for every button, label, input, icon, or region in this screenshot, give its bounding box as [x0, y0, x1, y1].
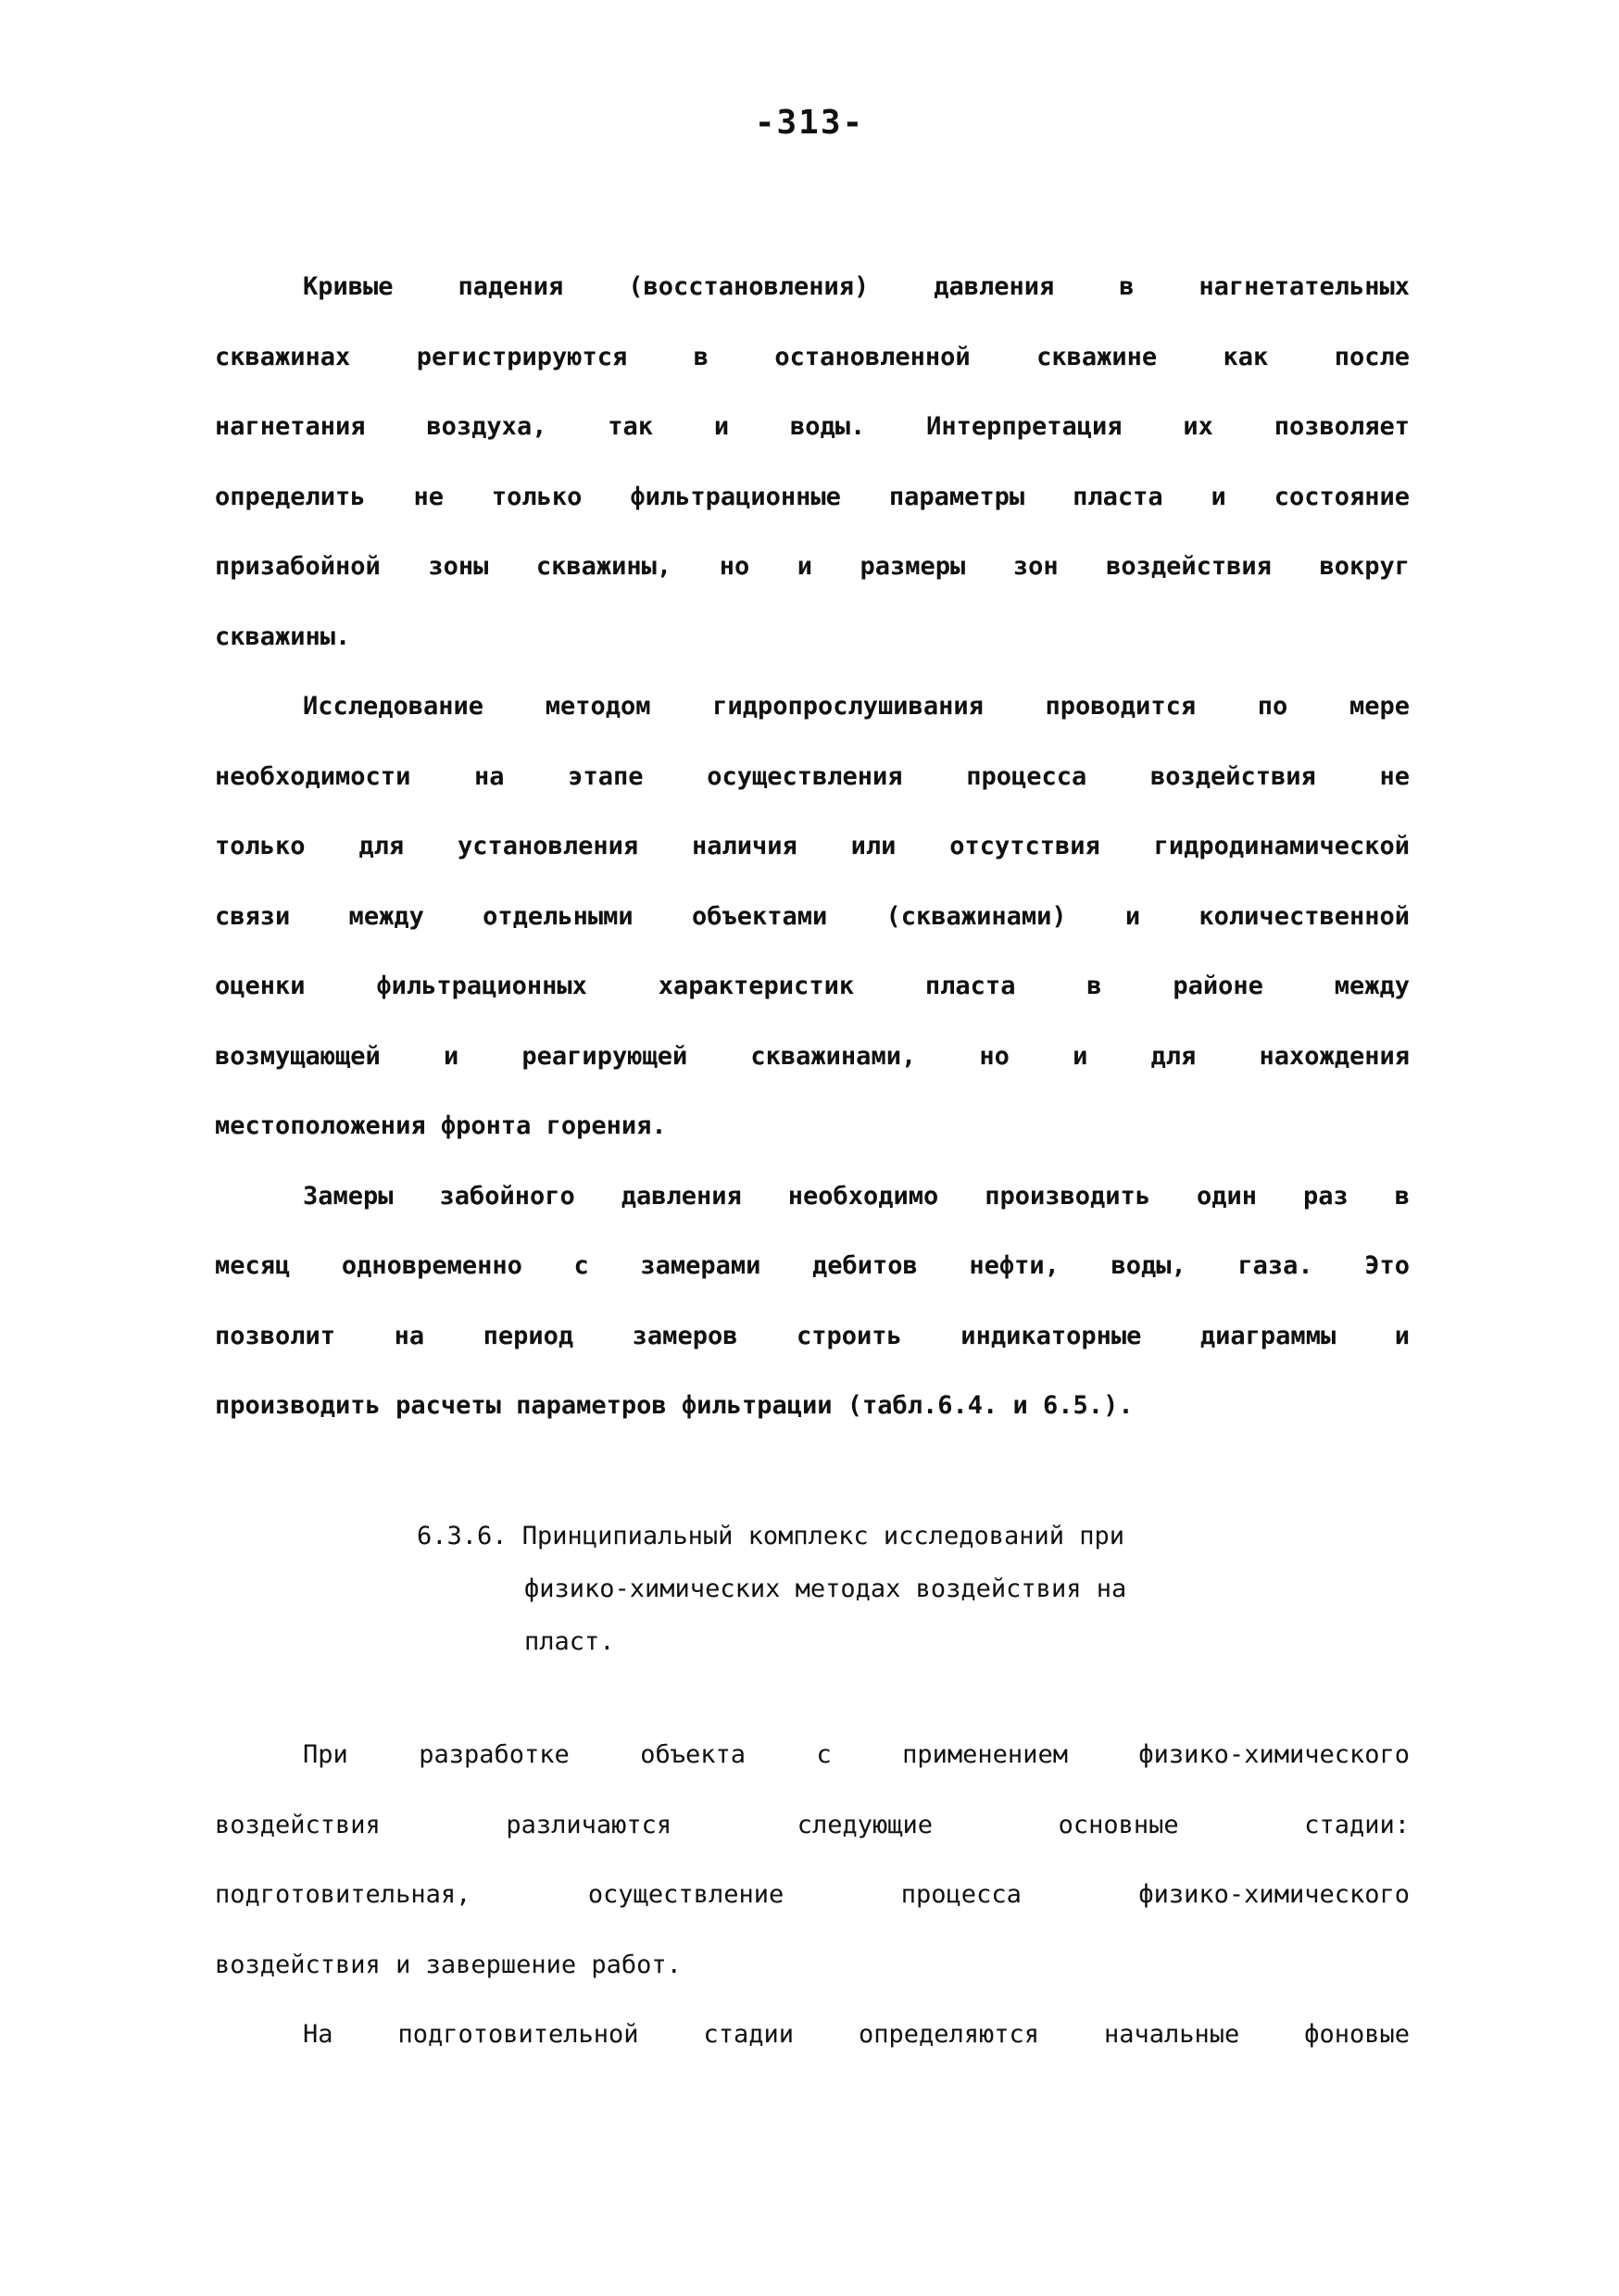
text-line: Замеры забойного давления необходимо производить один раз в: [303, 1181, 1410, 1211]
paragraph-stages: [215, 1720, 1410, 2000]
text-line: определить не только фильтрационные параметры пласта и состояние: [215, 482, 1410, 511]
section-heading: [417, 1510, 1250, 1668]
text-line: Кривые падения (восстановления) давления в нагнетательных: [303, 272, 1410, 301]
text-line: воздействия различаются следующие основные стадии:: [215, 1810, 1410, 1839]
paragraph-bottomhole-pressure: [215, 1161, 1410, 1441]
body-text-lower: [215, 1720, 1410, 2070]
text-line: скважинах регистрируются в остановленной скважине как после: [215, 342, 1410, 371]
text-line: месяц одновременно с замерами дебитов нефти, воды, газа. Это: [215, 1251, 1410, 1280]
heading-line: физико-химических методах воздействия на: [524, 1575, 1127, 1603]
paragraph-pressure-curves: [215, 252, 1410, 671]
page-number: -313-: [754, 104, 865, 142]
text-line: подготовительная, осуществление процесса физико-химического: [215, 1880, 1410, 1909]
text-line: производить расчеты параметров фильтрации (табл.6.4. и 6.5.).: [215, 1391, 1134, 1420]
text-line: необходимости на этапе осуществления процесса воздействия не: [215, 761, 1410, 791]
text-line: Исследование методом гидропрослушивания проводится по мере: [303, 692, 1410, 721]
text-line: воздействия и завершение работ.: [215, 1950, 682, 1979]
heading-line: 6.3.6. Принципиальный комплекс исследований при: [417, 1522, 1125, 1550]
text-line: нагнетания воздуха, так и воды. Интерпретация их позволяет: [215, 412, 1410, 441]
text-line: местоположения фронта горения.: [215, 1111, 667, 1140]
text-line: скважины.: [215, 621, 351, 651]
text-line: На подготовительной стадии определяются начальные фоновые: [303, 2020, 1410, 2049]
text-line: призабойной зоны скважины, но и размеры зон воздействия вокруг: [215, 552, 1410, 581]
text-line: связи между отдельными объектами (скважинами) и количественной: [215, 901, 1410, 931]
text-line: возмущающей и реагирующей скважинами, но и для нахождения: [215, 1041, 1410, 1071]
body-text-upper: [215, 252, 1410, 1441]
heading-line: пласт.: [524, 1627, 615, 1656]
text-line: только для установления наличия или отсутствия гидродинамической: [215, 832, 1410, 860]
paragraph-preparatory-stage: [215, 2000, 1410, 2070]
text-line: При разработке объекта с применением физико-химического: [303, 1740, 1410, 1769]
text-line: оценки фильтрационных характеристик пласта в районе между: [215, 972, 1410, 1000]
text-line: позволит на период замеров строить индикаторные диаграммы и: [215, 1321, 1410, 1350]
paragraph-hydrolistening: [215, 671, 1410, 1161]
